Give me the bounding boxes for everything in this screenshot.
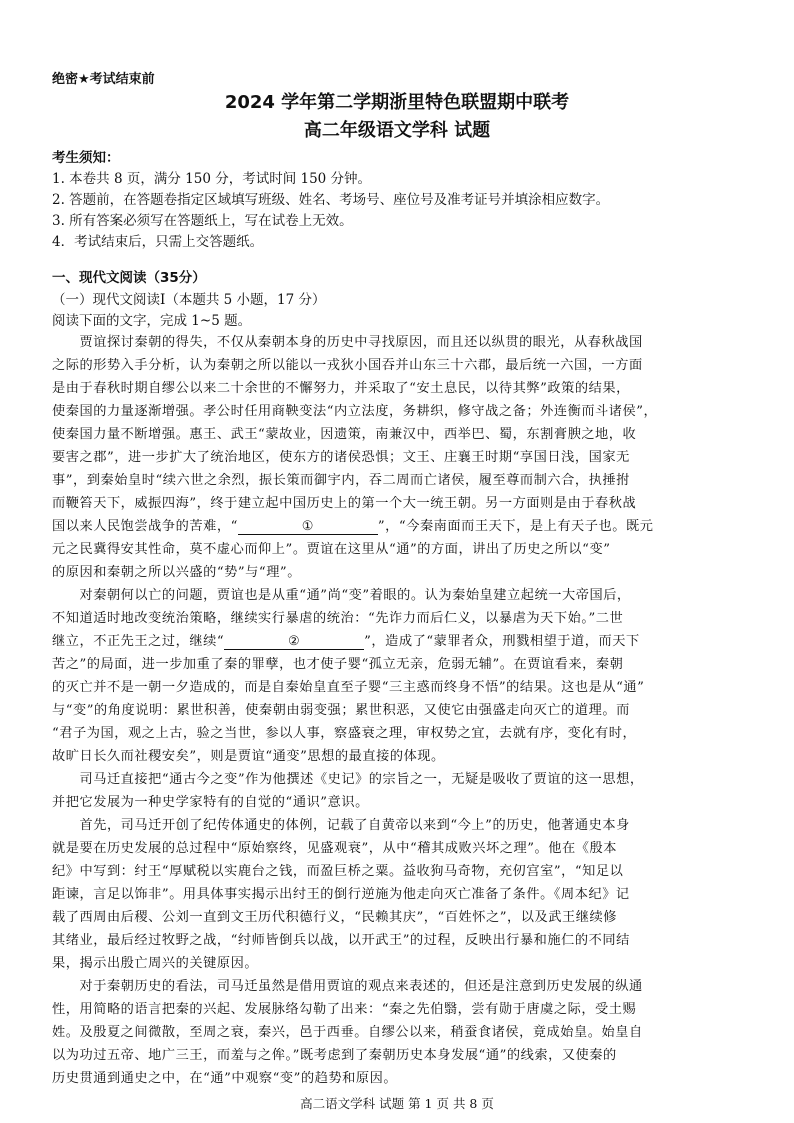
passage-line: 就是要在历史发展的总过程中“原始察终，见盛观衰”，从中“稽其成败兴坏之理”。他在《殷本 bbox=[52, 841, 617, 856]
notice-heading: 考生须知： bbox=[52, 150, 120, 166]
notice-item: 4．考试结束后，只需上交答题纸。 bbox=[52, 234, 264, 250]
notice-item: 3. 所有答案必须写在答题纸上，写在试卷上无效。 bbox=[52, 213, 353, 229]
passage-line: 使秦国力量不断增强。惠王、武王“蒙故业，因遗策，南兼汉中，西举巴、蜀，东割膏腴之地，收 bbox=[52, 427, 637, 442]
passage-line: 是由于春秋时期自缪公以来二十余世的不懈努力，并采取了“安土息民，以待其弊”政策的结果， bbox=[52, 381, 630, 396]
passage-line: 不知道适时地改变统治策略，继续实行暴虐的统治：“先诈力而后仁义，以暴虐为天下始。”二世 bbox=[52, 611, 624, 626]
confidential-label: 绝密★考试结束前 bbox=[52, 72, 155, 87]
passage-line: 对秦朝何以亡的问题，贾谊也是从重“通”尚“变”着眼的。认为秦始皇建立起统一大帝国后， bbox=[52, 588, 631, 603]
passage-line: 历史贯通到通史之中，在“通”中观察“变”的趋势和原因。 bbox=[52, 1071, 398, 1086]
passage-line: 之际的形势入手分析，认为秦朝之所以能以一戎狄小国吞并山东三十六郡，最后统一六国，一方面 bbox=[52, 358, 643, 373]
passage-line-with-blank-2: 继立，不正先王之过，继续“ ② ”，造成了“蒙罪者众，刑戮相望于道，而天下 bbox=[52, 634, 640, 649]
passage-line-with-blank-1: 国以来人民饱尝战争的苦难，“ ① ”，“今秦南面而王天下，是上有天子也。既元 bbox=[52, 519, 654, 534]
subsection-heading: （一）现代文阅读Ⅰ（本题共 5 小题，17 分） bbox=[52, 292, 326, 308]
notice-item: 1. 本卷共 8 页，满分 150 分，考试时间 150 分钟。 bbox=[52, 171, 372, 187]
passage-line: 其绪业，最后经过牧野之战，“纣师皆倒兵以战，以开武王”的过程，反映出行暴和施仁的不同结 bbox=[52, 933, 630, 948]
passage-line: 的灭亡并不是一朝一夕造成的，而是自秦始皇直至子婴“三主惑而终身不悟”的结果。这也是从“通” bbox=[52, 680, 645, 695]
passage-line: 的原因和秦朝之所以兴盛的“势”与“理”。 bbox=[52, 565, 301, 580]
passage-line: 元之民冀得安其性命，莫不虚心而仰上”。贾谊在这里从“通”的方面，讲出了历史之所以“变” bbox=[52, 542, 611, 557]
passage-line: 故旷日长久而社稷安矣”，则是贾谊“通变”思想的最直接的体现。 bbox=[52, 749, 445, 764]
passage-line: 以为功过五帝、地广三王，而羞与之侔。”既考虑到了秦朝历史本身发展“通”的线索，又使秦的 bbox=[52, 1048, 617, 1063]
passage-line: 使秦国的力量逐渐增强。孝公时任用商鞅变法“内立法度，务耕织，修守战之备；外连衡而斗诸侯”， bbox=[52, 404, 658, 419]
passage-line: 而鞭笞天下，威振四海”，终于建立起中国历史上的第一个大一统王朝。另一方面则是由于春秋战 bbox=[52, 496, 637, 511]
passage-line: 苦之”的局面，进一步加重了秦的罪孽，也才使子婴“孤立无亲，危弱无辅”。在贾谊看来，秦朝 bbox=[52, 657, 624, 672]
passage-line: 对于秦朝历史的看法，司马迁虽然是借用贾谊的观点来表述的，但还是注意到历史发展的纵通 bbox=[52, 979, 643, 994]
passage-line: 姓。及殷夏之间微散，至周之衰，秦兴，邑于西垂。自缪公以来，稍蚕食诸侯，竟成始皇。始皇自 bbox=[52, 1025, 643, 1040]
passage-line: 事”，到秦始皇时“续六世之余烈，振长策而御宇内，吞二周而亡诸侯，履至尊而制六合，执捶拊 bbox=[52, 473, 630, 488]
passage-line: 距谏，言足以饰非”。用具体事实揭示出纣王的倒行逆施为他走向灭亡准备了条件。《周本纪》记 bbox=[52, 887, 630, 902]
passage-line: 首先，司马迁开创了纪传体通史的体例，记载了自黄帝以来到“今上”的历史，他著通史本身 bbox=[52, 818, 630, 833]
passage-line: “君子为国，观之上古，验之当世，参以人事，察盛衰之理，审权势之宜，去就有序，变化有时， bbox=[52, 726, 637, 741]
passage-line: 性，用简略的语言把秦的兴起、发展脉络勾勒了出来：“秦之先伯翳，尝有勋于唐虞之际，受土赐 bbox=[52, 1002, 637, 1017]
section-heading: 一、现代文阅读（35分） bbox=[52, 270, 206, 286]
reading-instruction: 阅读下面的文字，完成 1~5 题。 bbox=[52, 313, 252, 329]
exam-subtitle: 高二年级语文学科 试题 bbox=[303, 120, 491, 141]
page-footer: 高二语文学科 试题 第 1 页 共 8 页 bbox=[300, 1096, 494, 1111]
exam-title: 2024 学年第二学期浙里特色联盟期中联考 bbox=[224, 92, 570, 113]
passage-line: 要害之郡”，进一步扩大了统治地区，使东方的诸侯恐惧；文王、庄襄王时期“享国日浅，国家无 bbox=[52, 450, 630, 465]
passage-line: 果，揭示出殷亡周兴的关键原因。 bbox=[52, 956, 259, 971]
passage-line: 司马迁直接把“通古今之变”作为他撰述《史记》的宗旨之一，无疑是吸收了贾谊的这一思想， bbox=[52, 772, 644, 787]
passage-line: 并把它发展为一种史学家特有的自觉的“通识”意识。 bbox=[52, 795, 369, 810]
answer-blank-1: ① bbox=[238, 519, 378, 535]
passage-line: 贾谊探讨秦朝的得失，不仅从秦朝本身的历史中寻找原因，而且还以纵贯的眼光，从春秋战国 bbox=[52, 335, 643, 350]
passage-line: 载了西周由后稷、公刘一直到文王历代积德行义，“民赖其庆”，“百姓怀之”，以及武王继续修 bbox=[52, 910, 617, 925]
passage-line: 与“变”的角度说明：累世积善，使秦朝由弱变强；累世积恶，又使它由强盛走向灭亡的道理。而 bbox=[52, 703, 630, 718]
notice-item: 2. 答题前，在答题卷指定区域填写班级、姓名、考场号、座位号及准考证号并填涂相应数字。 bbox=[52, 192, 610, 208]
answer-blank-2: ② bbox=[224, 634, 364, 650]
passage-line: 纪》中写到：纣王“厚赋税以实鹿台之钱，而盈巨桥之粟。益收狗马奇物，充仞宫室”，“知足以 bbox=[52, 864, 624, 879]
